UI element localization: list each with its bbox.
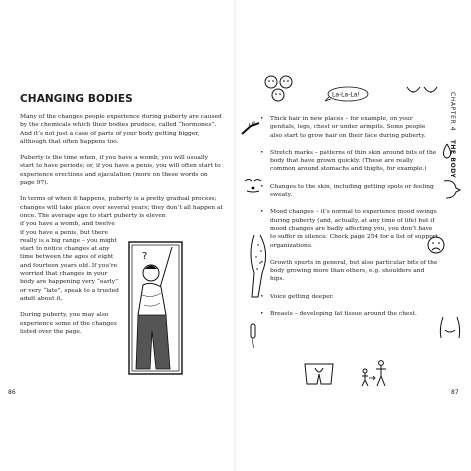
- left-page: [20, 93, 223, 344]
- hairy-arm-icon: [241, 120, 261, 136]
- paragraph-range: if you have a womb, and twelve if you have a penis, but there really is a big range – you might start to notice changes at any time between the ages of eight and fourteen years old. If you’re worried that changes in your body are happening very “early” or very “late”, speak to a trusted adult about it.: [20, 220, 119, 302]
- page-number-left: 86: [8, 389, 16, 396]
- paragraph-periods: Puberty is the time when, if you have a womb, you will usually start to have periods; or, if you have a penis, you will often start to experience erections and ejaculation (more on these words on page 97).: [20, 154, 221, 187]
- bullet-mood: • Mood changes – it’s normal to experience mood swings during puberty (and, actually, at any time of life) but if mood changes are badly affecting you, you don’t have to suffer in silence. Check page 254 for a list of support organizations.: [260, 208, 438, 249]
- chapter-number: CHAPTER 4: [449, 92, 456, 132]
- bullet-hair: • Thick hair in new places – for example, on your genitals, legs, chest or under armpits. Some people also start to grow hair on their face during puberty.: [260, 115, 438, 140]
- section-heading: CHANGING BODIES: [20, 93, 133, 105]
- tampon-icon: [248, 323, 258, 349]
- underpants-icon: [303, 362, 335, 386]
- svg-text:?: ?: [142, 251, 148, 262]
- bullet-stretch-marks: • Stretch marks – patterns of thin skin around bits of the body that have grown quickly. (These are really common around stomachs and thighs, for example.): [260, 149, 438, 174]
- three-faces-icon: [262, 73, 296, 103]
- right-page: [260, 115, 438, 327]
- bullet-growth: • Growth spurts in general, but also particular bits of the body growing more than others, e.g. shoulders and hips.: [260, 259, 438, 284]
- bullet-breasts: • Breasts – developing fat tissue around the chest.: [260, 310, 438, 318]
- paragraph-hormones: Many of the changes people experience during puberty are caused by the chemicals which their bodies produce, called “hormones”. And it’s not just a case of parts of your body getting bigger, although that often happens too.: [20, 113, 222, 145]
- page-number-right: 87: [451, 389, 459, 396]
- book-gutter: [234, 0, 237, 471]
- bullet-skin: • Changes to the skin, including getting spots or feeling sweaty.: [260, 183, 438, 200]
- chapter-label: [449, 92, 456, 178]
- growing-figures-icon: [359, 358, 389, 388]
- speech-bubble: [323, 86, 369, 102]
- paragraph-over-page: During puberty, you may also experience some of the changes listed over the page.: [20, 311, 117, 335]
- hips-icon: [437, 316, 463, 340]
- chapter-title: THE BODY: [449, 139, 456, 179]
- bullet-voice: • Voice getting deeper.: [260, 293, 438, 301]
- svg-text:La-La-La!: La-La-La!: [332, 91, 360, 99]
- face-profile-icon: [440, 178, 462, 200]
- mirror-figure-illustration: [128, 241, 183, 375]
- breasts-icon: [405, 84, 439, 98]
- paragraph-when: In terms of when it happens, puberty is a pretty gradual process; changes will take place over several years; they don’t all happen at once. The average age to start puberty is eleven: [20, 195, 223, 219]
